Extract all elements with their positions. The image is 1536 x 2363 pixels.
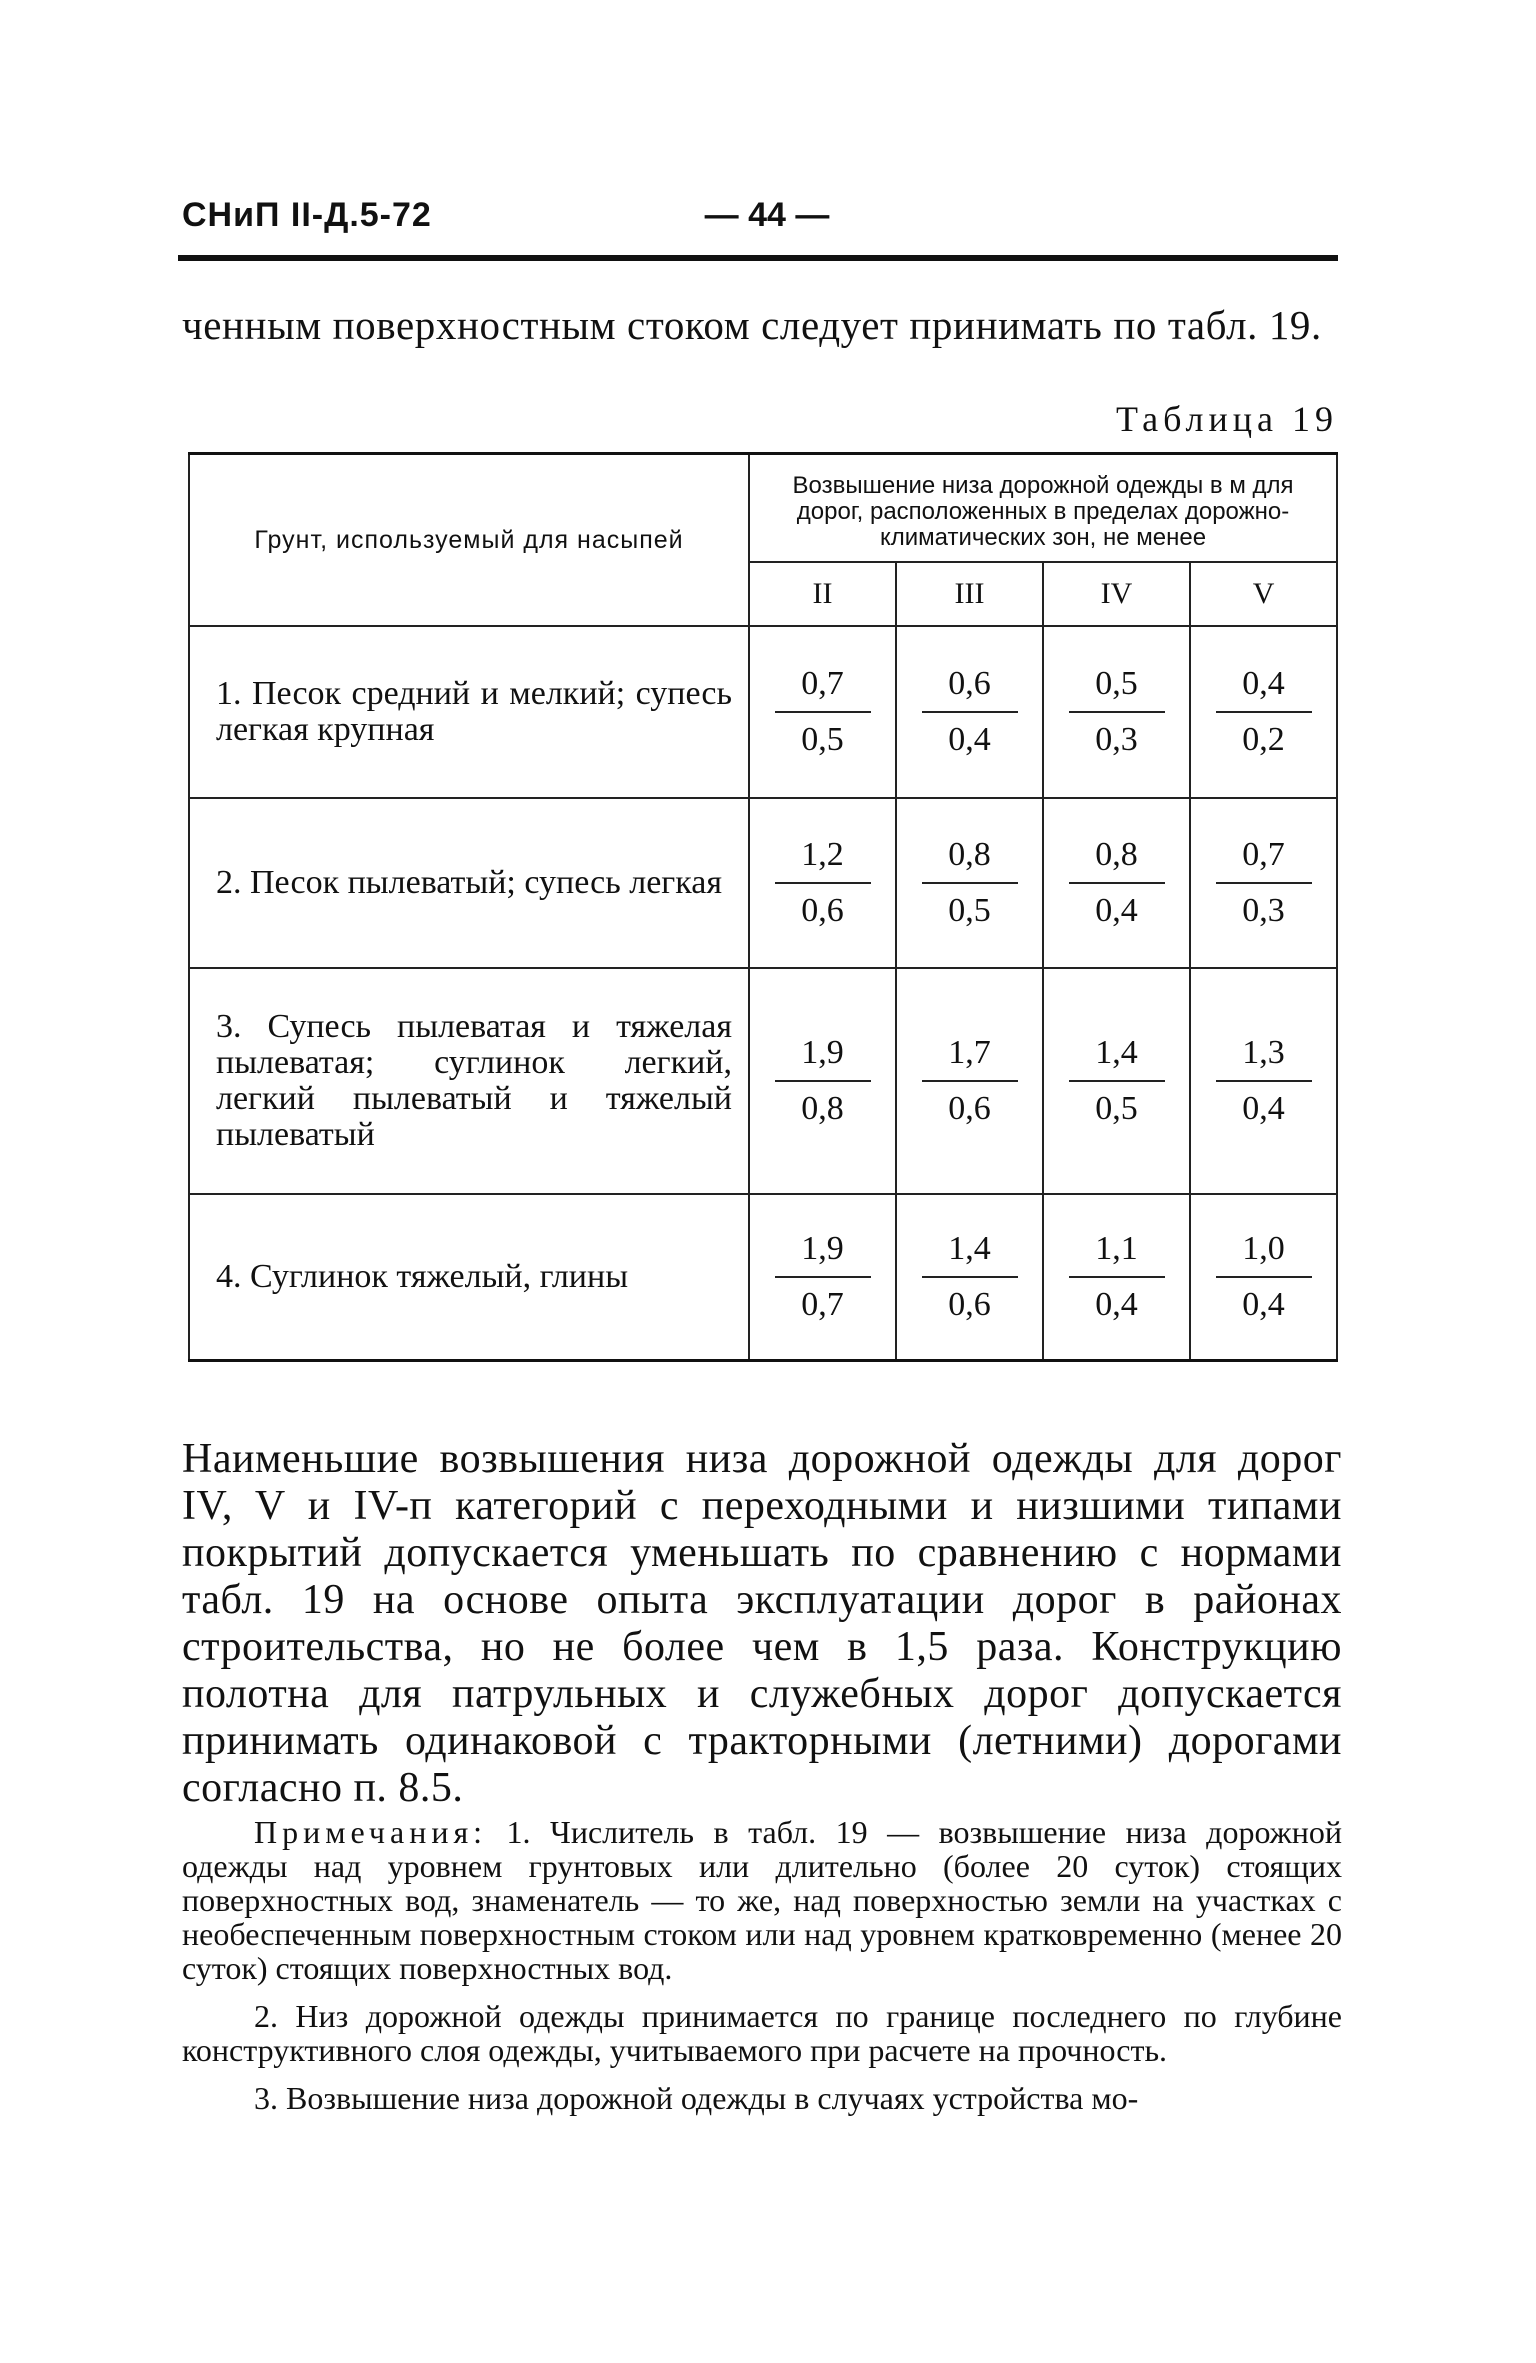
numerator: 1,4 (922, 1230, 1018, 1278)
note-1 (182, 1815, 1342, 1985)
denominator: 0,4 (1095, 892, 1138, 929)
note-2: 2. Низ дорожной одежды принимается по границе последнего по глубине конструктивного слоя одежды, учитываемого при расчете на прочность. (182, 1998, 1342, 2068)
denominator: 0,3 (1242, 892, 1285, 929)
numerator: 0,5 (1069, 665, 1165, 713)
value-cell (749, 968, 896, 1194)
soil-name: 1. Песок средний и мелкий; супесь легкая крупная (189, 626, 749, 798)
numerator: 1,2 (775, 836, 871, 884)
denominator: 0,6 (948, 1090, 991, 1127)
numerator: 1,1 (1069, 1230, 1165, 1278)
value-cell (896, 968, 1043, 1194)
header-rule (178, 255, 1338, 261)
denominator: 0,4 (1242, 1285, 1285, 1323)
denominator: 0,6 (948, 1285, 991, 1323)
numerator: 1,4 (1069, 1034, 1165, 1082)
denominator: 0,5 (801, 721, 844, 758)
denominator: 0,4 (1095, 1285, 1138, 1323)
numerator: 1,7 (922, 1034, 1018, 1082)
notes-section (182, 1815, 1342, 2129)
soil-name: 2. Песок пылеватый; супесь легкая (189, 798, 749, 968)
numerator: 0,7 (1216, 836, 1312, 884)
value-cell (1043, 626, 1190, 798)
zone-header: V (1190, 562, 1337, 626)
value-cell (1043, 968, 1190, 1194)
soil-name: 3. Супесь пылеватая и тяжелая пылеватая; суглинок легкий, легкий пылеватый и тяжелый пылеватый (189, 968, 749, 1194)
value-cell (749, 626, 896, 798)
soil-name: 4. Суглинок тяжелый, глины (189, 1194, 749, 1360)
intro-paragraph: ченным поверхностным стоком следует принимать по табл. 19. (182, 302, 1322, 348)
denominator: 0,3 (1095, 721, 1138, 758)
denominator: 0,5 (948, 892, 991, 929)
denominator: 0,8 (801, 1090, 844, 1127)
denominator: 0,4 (948, 721, 991, 758)
zone-header: II (749, 562, 896, 626)
table-row (189, 798, 1337, 968)
value-cell (1043, 1194, 1190, 1360)
numerator: 0,8 (1069, 836, 1165, 884)
value-cell (1190, 968, 1337, 1194)
page-header (182, 196, 1342, 244)
note-3: 3. Возвышение низа дорожной одежды в случаях устройства мо- (254, 2080, 1139, 2116)
table-header-row (189, 454, 1337, 563)
zone-header: III (896, 562, 1043, 626)
column-header-elevation: Возвышение низа дорожной одежды в м для дорог, расположенных в пределах дорожно-климатических зон, не менее (749, 454, 1337, 563)
table-row (189, 626, 1337, 798)
numerator: 1,3 (1216, 1034, 1312, 1082)
numerator: 0,8 (922, 836, 1018, 884)
value-cell (896, 798, 1043, 968)
value-cell (749, 1194, 896, 1360)
table-row (189, 1194, 1337, 1360)
denominator: 0,4 (1242, 1090, 1285, 1127)
numerator: 0,4 (1216, 665, 1312, 713)
body-paragraph: Наименьшие возвышения низа дорожной одежды для дорог IV, V и IV-п категорий с переходными и низшими типами покрытий допускается уменьшать по сравнению с нормами табл. 19 на основе опыта эксплуатации дорог в районах строительства, но не более чем в 1,5 раза. Конструкцию полотна для патрульных и служебных дорог допускается принимать одинаковой с тракторными (летними) дорогами согласно п. 8.5. (182, 1436, 1342, 1811)
denominator: 0,2 (1242, 721, 1285, 758)
denominator: 0,6 (801, 892, 844, 929)
note-1-text: 1. Числитель в табл. 19 — возвышение низа дорожной одежды над уровнем грунтовых или длительно (более 20 суток) стоящих поверхностных вод, знаменатель — то же, над поверхностью земли на участках с необеспеченным поверхностным стоком или над уровнем кратковременно (менее 20 суток) стоящих поверхностных вод. (182, 1814, 1343, 1986)
numerator: 1,0 (1216, 1230, 1312, 1278)
numerator: 0,7 (775, 665, 871, 713)
value-cell (896, 1194, 1043, 1360)
value-cell (896, 626, 1043, 798)
document-code: СНиП II-Д.5-72 (182, 196, 432, 234)
page-number: — 44 — (704, 196, 830, 234)
numerator: 1,9 (775, 1034, 871, 1082)
value-cell (1190, 626, 1337, 798)
numerator: 0,6 (922, 665, 1018, 713)
elevation-table (188, 452, 1338, 1362)
numerator: 1,9 (775, 1230, 871, 1278)
table-row (189, 968, 1337, 1194)
value-cell (1190, 798, 1337, 968)
value-cell (749, 798, 896, 968)
denominator: 0,5 (1095, 1090, 1138, 1127)
notes-label: Примечания: (254, 1814, 488, 1850)
value-cell (1190, 1194, 1337, 1360)
denominator: 0,7 (801, 1285, 844, 1323)
column-header-soil: Грунт, используемый для насыпей (189, 454, 749, 627)
table-caption: Таблица 19 (1116, 399, 1338, 439)
value-cell (1043, 798, 1190, 968)
zone-header: IV (1043, 562, 1190, 626)
